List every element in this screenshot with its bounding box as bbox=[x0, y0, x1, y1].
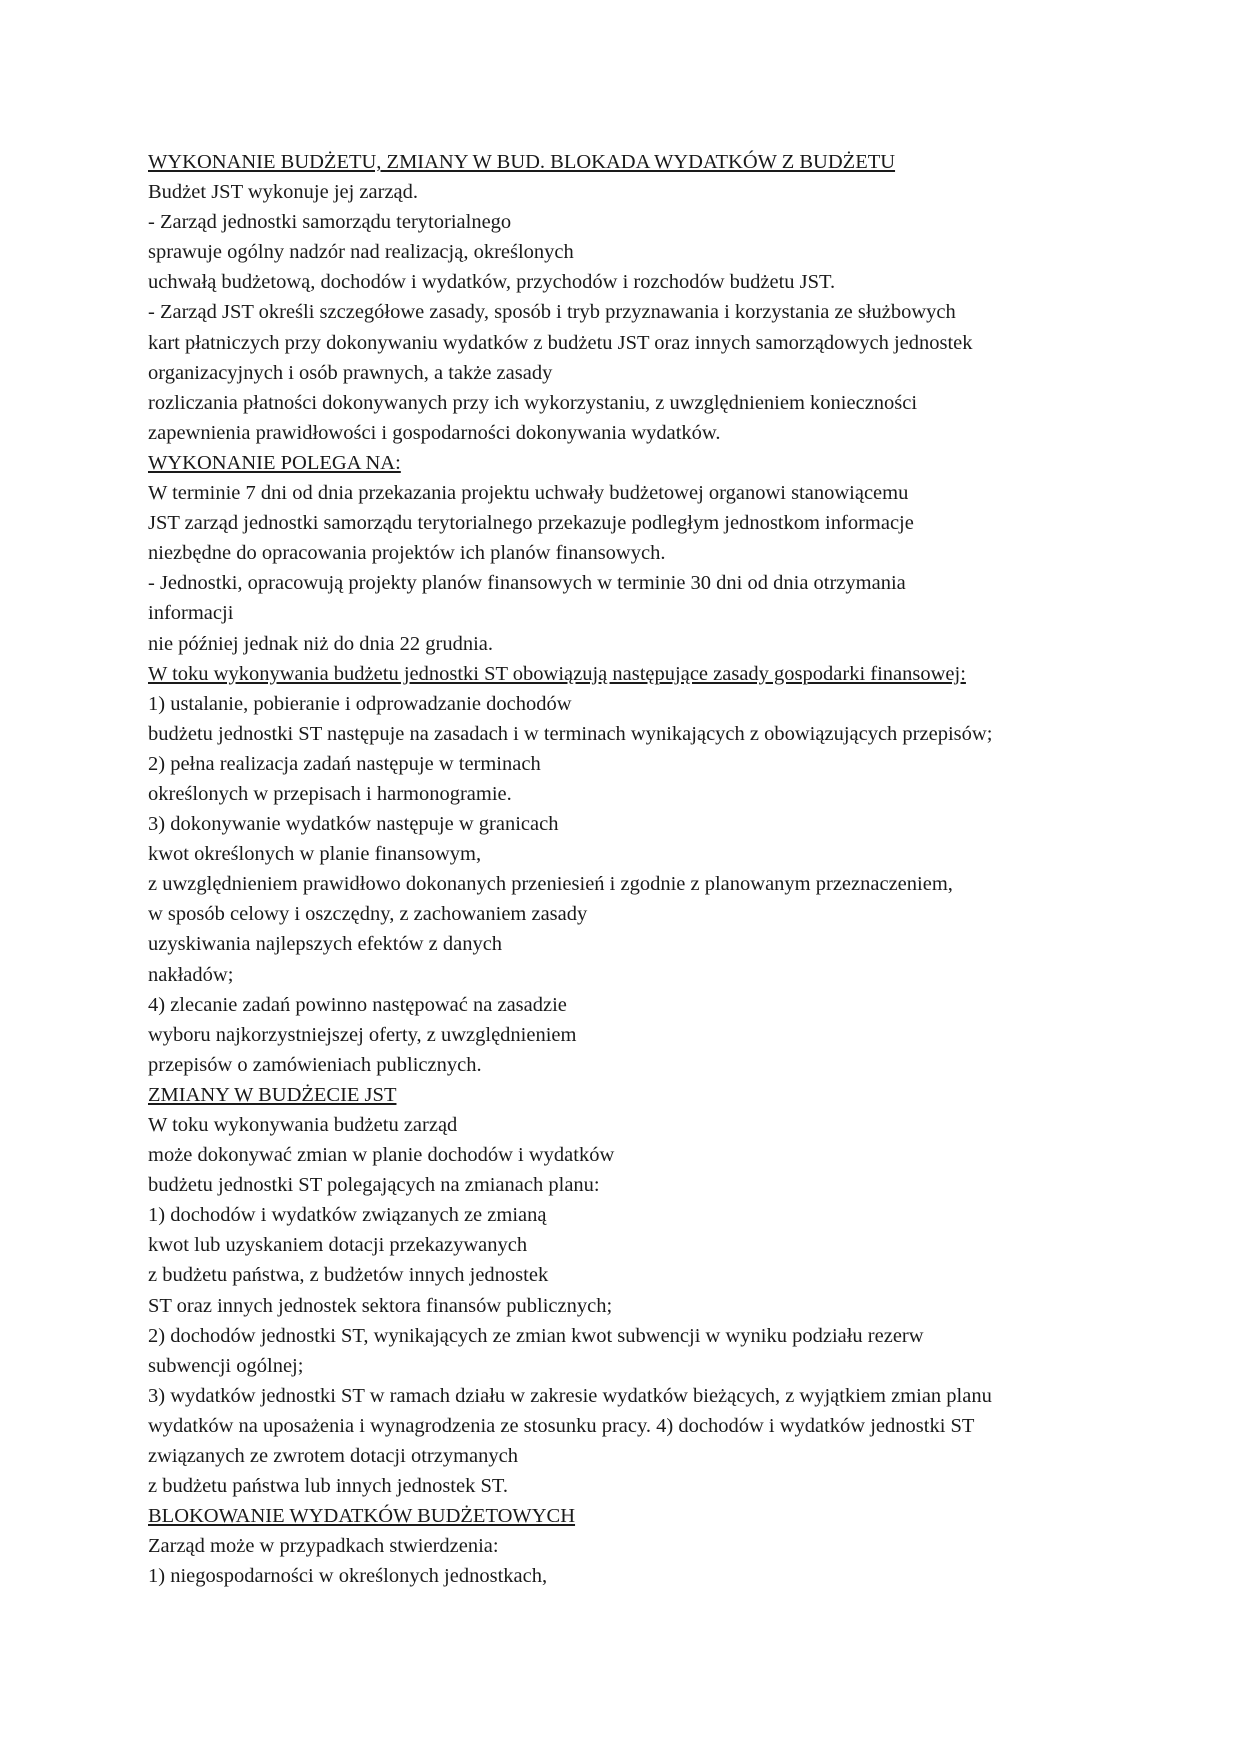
paragraph-line: w sposób celowy i oszczędny, z zachowaniem zasady bbox=[148, 903, 588, 926]
paragraph-line: budżetu jednostki ST polegających na zmianach planu: bbox=[148, 1174, 600, 1197]
list-item: 1) ustalanie, pobieranie i odprowadzanie dochodów bbox=[148, 692, 572, 715]
paragraph-line: budżetu jednostki ST następuje na zasadach i w terminach wynikających z obowiązujących przepisów; bbox=[148, 722, 993, 745]
paragraph-line: Zarząd może w przypadkach stwierdzenia: bbox=[148, 1535, 499, 1558]
paragraph-line: Budżet JST wykonuje jej zarząd. bbox=[148, 181, 419, 204]
paragraph-line: kwot lub uzyskaniem dotacji przekazywanych bbox=[148, 1234, 528, 1257]
paragraph-line: określonych w przepisach i harmonogramie. bbox=[148, 782, 512, 805]
paragraph-line: informacji bbox=[148, 602, 234, 625]
paragraph-line: może dokonywać zmian w planie dochodów i wydatków bbox=[148, 1144, 615, 1167]
paragraph-line: wyboru najkorzystniejszej oferty, z uwzględnieniem bbox=[148, 1023, 577, 1046]
section-heading: WYKONANIE BUDŻETU, ZMIANY W BUD. BLOKADA WYDATKÓW Z BUDŻETU bbox=[148, 151, 896, 173]
paragraph-line: organizacyjnych i osób prawnych, a także zasady bbox=[148, 361, 553, 384]
paragraph-line: uzyskiwania najlepszych efektów z danych bbox=[148, 933, 503, 956]
paragraph-line: niezbędne do opracowania projektów ich planów finansowych. bbox=[148, 542, 666, 565]
paragraph-line: zapewnienia prawidłowości i gospodarności dokonywania wydatków. bbox=[148, 421, 721, 444]
paragraph-line: z budżetu państwa lub innych jednostek ST. bbox=[148, 1475, 509, 1498]
section-heading: WYKONANIE POLEGA NA: bbox=[148, 451, 401, 474]
paragraph-line: przepisów o zamówieniach publicznych. bbox=[148, 1053, 482, 1076]
paragraph-line: rozliczania płatności dokonywanych przy ich wykorzystaniu, z uwzględnieniem konieczności bbox=[148, 391, 918, 414]
paragraph-line: W toku wykonywania budżetu zarząd bbox=[148, 1114, 458, 1136]
paragraph-line: wydatków na uposażenia i wynagrodzenia ze stosunku pracy. 4) dochodów i wydatków jednostki ST bbox=[148, 1414, 975, 1437]
document-body bbox=[148, 147, 1108, 1592]
list-item: 2) dochodów jednostki ST, wynikających ze zmian kwot subwencji w wyniku podziału rezerw bbox=[148, 1324, 924, 1347]
paragraph-line: - Zarząd jednostki samorządu terytorialnego bbox=[148, 211, 512, 234]
paragraph-line: JST zarząd jednostki samorządu terytorialnego przekazuje podległym jednostkom informacje bbox=[148, 512, 914, 535]
paragraph-line: z budżetu państwa, z budżetów innych jednostek bbox=[148, 1264, 549, 1287]
paragraph-line: - Jednostki, opracowują projekty planów finansowych w terminie 30 dni od dnia otrzymania bbox=[148, 572, 906, 595]
paragraph-line: subwencji ogólnej; bbox=[148, 1354, 304, 1377]
paragraph-line: ST oraz innych jednostek sektora finansów publicznych; bbox=[148, 1294, 613, 1317]
section-heading: W toku wykonywania budżetu jednostki ST obowiązują następujące zasady gospodarki finansowej: bbox=[148, 662, 966, 685]
list-item: 3) dokonywanie wydatków następuje w granicach bbox=[148, 813, 559, 836]
paragraph-line: uchwałą budżetową, dochodów i wydatków, przychodów i rozchodów budżetu JST. bbox=[148, 271, 836, 294]
paragraph-line: nakładów; bbox=[148, 963, 234, 986]
paragraph-line: sprawuje ogólny nadzór nad realizacją, określonych bbox=[148, 241, 574, 264]
paragraph-line: związanych ze zwrotem dotacji otrzymanych bbox=[148, 1445, 518, 1468]
paragraph-line: z uwzględnieniem prawidłowo dokonanych przeniesień i zgodnie z planowanym przeznaczeniem, bbox=[148, 873, 953, 896]
paragraph-line: kwot określonych w planie finansowym, bbox=[148, 843, 482, 866]
paragraph-line: W terminie 7 dni od dnia przekazania projektu uchwały budżetowej organowi stanowiącemu bbox=[148, 482, 909, 505]
paragraph-line: kart płatniczych przy dokonywaniu wydatków z budżetu JST oraz innych samorządowych jednostek bbox=[148, 331, 973, 354]
list-item: 2) pełna realizacja zadań następuje w terminach bbox=[148, 752, 541, 775]
list-item: 3) wydatków jednostki ST w ramach działu w zakresie wydatków bieżących, z wyjątkiem zmian planu bbox=[148, 1384, 992, 1407]
paragraph-line: - Zarząd JST określi szczegółowe zasady, sposób i tryb przyznawania i korzystania ze służbowych bbox=[148, 301, 956, 324]
list-item: 4) zlecanie zadań powinno następować na zasadzie bbox=[148, 993, 567, 1016]
paragraph-line: nie później jednak niż do dnia 22 grudnia. bbox=[148, 632, 493, 655]
list-item: 1) niegospodarności w określonych jednostkach, bbox=[148, 1565, 548, 1588]
section-heading: ZMIANY W BUDŻECIE JST bbox=[148, 1083, 397, 1106]
section-heading: BLOKOWANIE WYDATKÓW BUDŻETOWYCH bbox=[148, 1505, 576, 1528]
list-item: 1) dochodów i wydatków związanych ze zmianą bbox=[148, 1204, 547, 1227]
